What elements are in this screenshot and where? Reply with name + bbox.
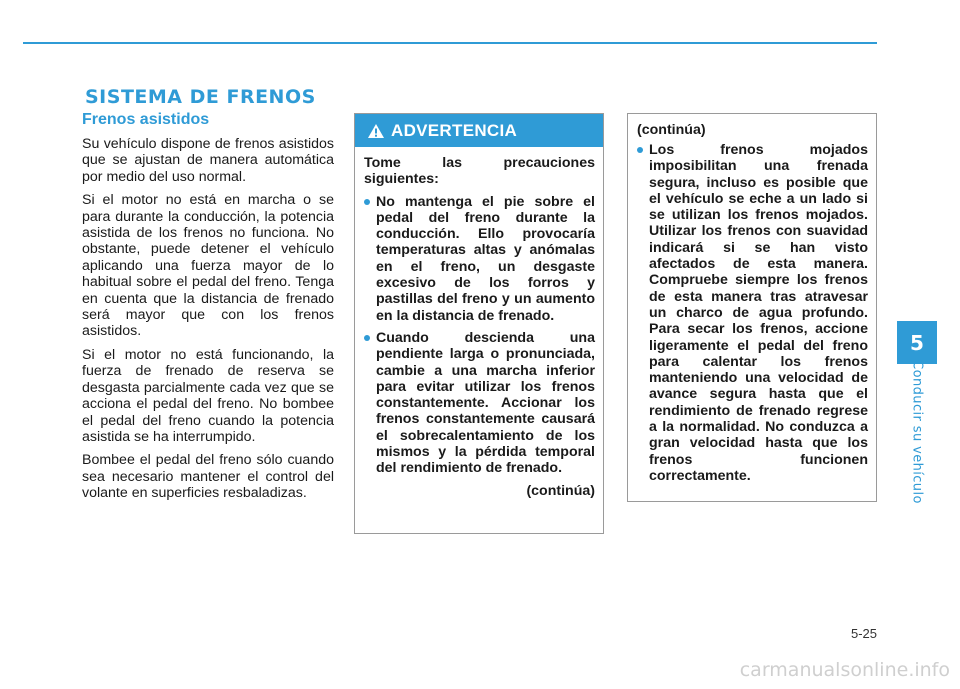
warning-bullets xyxy=(364,194,595,477)
warning-header xyxy=(355,114,603,147)
paragraph: Si el motor no está funcionando, la fuerza de frenado de reserva se desgasta parcialmente cada vez que se acciona el pedal del freno. No bombee el pedal del freno cuando la potencia asistida se ha interrumpido. xyxy=(82,346,334,445)
watermark: carmanualsonline.info xyxy=(739,659,950,681)
section-title: SISTEMA DE FRENOS xyxy=(85,86,316,108)
paragraph: Bombee el pedal del freno sólo cuando sea necesario mantener el control del volante en superficies resbaladizas. xyxy=(82,452,334,502)
body-column xyxy=(82,110,334,509)
list-item: No mantenga el pie sobre el pedal del freno durante la conducción. Ello provocaría temperaturas altas y anómalas en el freno, un desgaste excesivo de los forros y pastillas del freno y un aumento en la distancia de frenado. xyxy=(364,194,595,324)
paragraph: Su vehículo dispone de frenos asistidos que se ajustan de manera automática por medio del uso normal. xyxy=(82,136,334,185)
list-item: Los frenos mojados imposibilitan una frenada segura, incluso es posible que el vehículo se eche a un lado si se utilizan los frenos mojados. Utilizar los frenos con suavidad indicará si se han visto afectados de esta manera. Compruebe siempre los frenos de esta manera tras atravesar un charco de agua profundo. Para secar los frenos, accione ligeramente el pedal del freno para calentar los frenos manteniendo una velocidad de avance segura hasta que el rendimiento de frenado regrese a la normalidad. No conduzca a gran velocidad hasta que los frenos funcionen correctamente. xyxy=(637,142,868,484)
chapter-label: Conducir su vehículo xyxy=(909,360,925,504)
list-item: Cuando descienda una pendiente larga o pronunciada, cambie a una marcha inferior para evitar utilizar los frenos constantemente. Accionar los frenos constantemente causará el sobrecalentamiento de los mismos y la pérdida temporal del rendimiento de frenado. xyxy=(364,330,595,477)
continuation-box xyxy=(627,113,877,502)
header-rule xyxy=(23,42,877,44)
continued-note: (continúa) xyxy=(526,482,595,499)
warning-triangle-icon xyxy=(367,123,385,139)
page-number: 5-25 xyxy=(850,626,877,641)
warning-intro: Tome las precauciones siguientes: xyxy=(364,155,595,188)
chapter-number-tab: 5 xyxy=(897,321,937,364)
continuation-head: (continúa) xyxy=(637,122,706,138)
warning-box xyxy=(354,113,604,534)
warning-body xyxy=(355,147,603,499)
paragraph: Si el motor no está en marcha o se para durante la conducción, la potencia asistida de los frenos no funciona. No obstante, puede detener el vehículo aplicando una fuerza mayor de lo habitual sobre el pedal del freno. Tenga en cuenta que la distancia de frenado será mayor que con los frenos asistidos. xyxy=(82,192,334,340)
continuation-bullets xyxy=(637,142,868,484)
subheading: Frenos asistidos xyxy=(82,111,210,128)
warning-title: ADVERTENCIA xyxy=(391,120,518,140)
